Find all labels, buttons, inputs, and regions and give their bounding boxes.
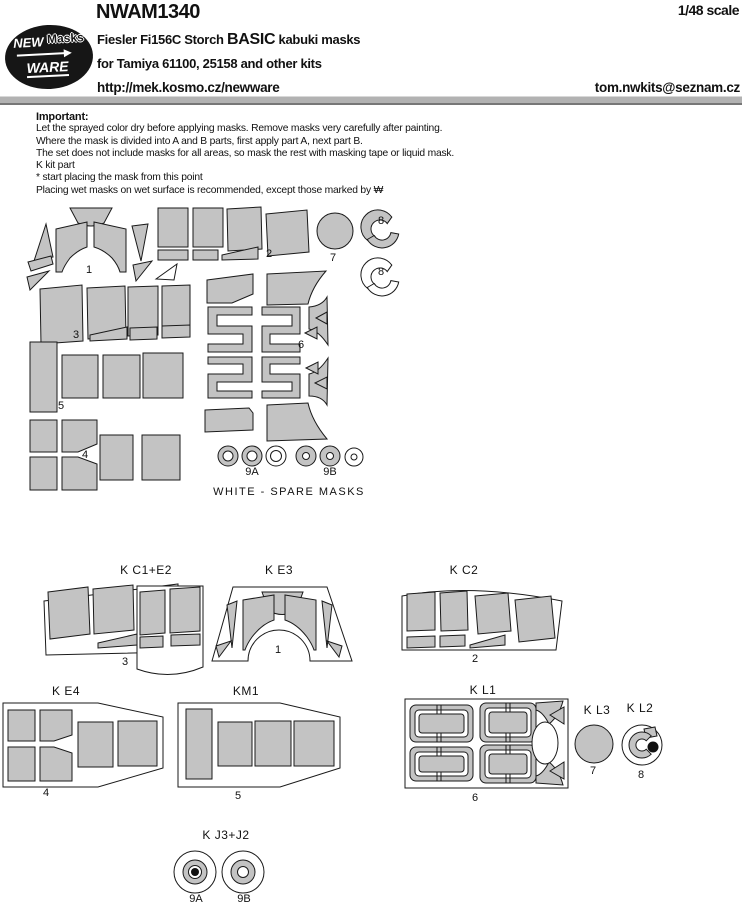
logo-word-new: NEW: [12, 34, 44, 51]
group-label-8b: 8: [378, 266, 385, 278]
group-label-8a: 8: [378, 215, 385, 227]
part-label-kc2: K C2: [449, 563, 479, 577]
scale-label: 1/48 scale: [677, 2, 739, 18]
mask-group-windscreen: [27, 208, 177, 290]
mask-shape: [62, 355, 98, 398]
mask-shape: [30, 420, 57, 452]
mask-shape: [93, 585, 134, 634]
mask-shape: [140, 590, 165, 635]
mask-shape: [8, 710, 35, 741]
part-label-kl2: K L2: [626, 701, 654, 715]
mask-shape: [238, 867, 249, 878]
mask-circle-7: [317, 213, 353, 249]
part-diagram-kj3j2: [174, 851, 264, 893]
part-label-kl3: K L3: [583, 703, 611, 717]
mask-shape: [440, 591, 468, 631]
mask-shape: [475, 593, 511, 634]
part-diagram-km1: [178, 703, 340, 787]
note-line: Let the sprayed color dry before applying masks. Remove masks very carefully after painting.: [36, 123, 443, 135]
mask-shape: [28, 256, 53, 271]
mask-shape: [170, 587, 200, 633]
mask-shape: [515, 596, 555, 642]
part-num-kj3j2-9b: 9B: [237, 893, 251, 905]
part-label-kl1: K L1: [469, 683, 497, 697]
group-label-4: 4: [82, 449, 89, 461]
mask-shape: [171, 634, 200, 646]
mask-shape: [27, 271, 49, 290]
mask-shape: [132, 224, 148, 261]
contact-email: tom.nwkits@seznam.cz: [594, 80, 740, 95]
mask-shape: [158, 250, 188, 260]
mask-shape: [143, 353, 183, 398]
mask-shape: [156, 264, 177, 280]
part-num-km1: 5: [234, 790, 242, 802]
mask-shape: [266, 210, 309, 256]
part-num-kj3j2-9a: 9A: [189, 893, 203, 905]
part-num-ke4: 4: [42, 787, 50, 799]
mask-shape: [306, 362, 318, 374]
mask-shape: [62, 420, 97, 452]
mask-shape: [247, 451, 257, 461]
website-url: http://mek.kosmo.cz/newware: [97, 80, 280, 95]
product-code: NWAM1340: [96, 1, 200, 23]
part-num-kl3: 7: [589, 765, 597, 777]
mask-shape: [440, 635, 465, 647]
mask-shape: [193, 250, 218, 260]
mask-shape: [489, 754, 527, 774]
product-title-prefix: Fiesler Fi156C Storch: [97, 32, 227, 47]
mask-shape: [218, 722, 252, 766]
group-label-1: 1: [86, 264, 93, 276]
mask-group-3: [40, 285, 190, 344]
mask-shape: [130, 327, 157, 340]
part-diagram-kc2: [402, 591, 562, 650]
mask-shape: [532, 722, 558, 764]
part-diagram-kl3: [575, 725, 613, 763]
product-title-suffix: kabuki masks: [275, 32, 361, 47]
mask-shape: [303, 453, 310, 460]
spare-label-9a: 9A: [245, 466, 259, 478]
mask-shape: [48, 587, 90, 639]
mask-shape: [70, 208, 112, 226]
mask-shape: [56, 222, 87, 272]
logo-word-masks: Masks: [46, 30, 85, 47]
mask-shape: [262, 357, 300, 398]
mask-shape: [191, 868, 199, 876]
part-num-kl2: 8: [637, 769, 645, 781]
mask-group-4: [30, 420, 180, 490]
part-num-kl1: 6: [471, 792, 479, 804]
mask-shape: [271, 451, 282, 462]
mask-shape: [40, 710, 72, 741]
group-label-5: 5: [58, 400, 65, 412]
mask-shape: [327, 453, 334, 460]
mask-shape: [294, 721, 334, 766]
part-label-kc1e2: K C1+E2: [120, 563, 172, 577]
mask-shape: [62, 457, 97, 490]
part-diagram-kl1: [405, 699, 568, 788]
mask-shape: [30, 342, 57, 412]
mask-shape: [186, 709, 212, 779]
mask-shape: [489, 712, 527, 733]
note-line: * start placing the mask from this point: [36, 172, 203, 184]
mask-wheel-circles: [218, 446, 363, 466]
part-num-ke3: 1: [274, 644, 282, 656]
part-diagram-ke4: [3, 703, 163, 787]
mask-shape: [407, 592, 435, 631]
part-num-kc2: 2: [471, 653, 479, 665]
important-heading: Important:: [36, 111, 89, 123]
part-diagram-kl2: [622, 725, 662, 765]
mask-shape: [118, 721, 157, 766]
mask-shape: [142, 435, 180, 480]
part-label-km1: KM1: [232, 684, 260, 698]
part-label-ke4: K E4: [51, 684, 81, 698]
mask-shape: [267, 271, 326, 305]
mask-shape: [419, 714, 464, 733]
part-label-ke3: K E3: [264, 563, 294, 577]
mask-group-2: [158, 207, 309, 260]
note-line: K kit part: [36, 160, 75, 172]
mask-shape: [100, 435, 133, 480]
group-label-2: 2: [266, 248, 273, 260]
note-line: Placing wet masks on wet surface is recommended, except those marked by ₩: [36, 184, 384, 196]
logo-word-ware: WARE: [26, 58, 69, 77]
part-num-kc1e2: 3: [121, 656, 129, 668]
group-label-6: 6: [298, 339, 305, 351]
part-label-kj3j2: K J3+J2: [202, 828, 250, 842]
mask-group-canopy-frames: [205, 271, 328, 441]
mask-shape: [648, 742, 659, 753]
mask-shape: [40, 747, 72, 781]
group-label-3: 3: [73, 329, 80, 341]
mask-shape: [8, 747, 35, 781]
note-line: The set does not include masks for all areas, so mask the rest with masking tape or liquid mask.: [36, 147, 455, 159]
mask-shape: [262, 307, 300, 352]
mask-shape: [351, 454, 357, 460]
mask-shape: [34, 224, 53, 261]
part-diagram-ke3: [212, 587, 352, 661]
mask-shape: [158, 208, 188, 247]
note-line: Where the mask is divided into A and B parts, first apply part A, next part B.: [36, 135, 363, 147]
mask-shape: [361, 210, 392, 241]
group-label-7: 7: [330, 252, 337, 264]
mask-group-5: [30, 342, 183, 412]
product-title-basic: BASIC: [226, 31, 276, 48]
spare-label-9b: 9B: [323, 466, 337, 478]
mask-shape: [133, 261, 152, 281]
mask-shape: [227, 207, 262, 251]
mask-shape: [208, 307, 252, 352]
mask-shape: [407, 636, 435, 648]
spare-masks-note: WHITE - SPARE MASKS: [213, 486, 365, 498]
mask-shape: [205, 408, 253, 432]
mask-shape: [255, 721, 291, 766]
mask-shape: [223, 451, 233, 461]
mask-shape: [267, 403, 327, 441]
mask-shape: [361, 258, 392, 289]
mask-shape: [193, 208, 223, 247]
mask-shape: [162, 325, 190, 338]
mask-shape: [103, 355, 140, 398]
mask-shape: [94, 222, 126, 272]
mask-shape: [208, 357, 252, 398]
mask-shape: [30, 457, 57, 490]
mask-shape: [419, 756, 464, 772]
mask-shape: [207, 274, 253, 303]
product-compatibility: for Tamiya 61100, 25158 and other kits: [97, 56, 322, 71]
mask-shape: [140, 636, 163, 648]
mask-shape: [78, 722, 113, 767]
